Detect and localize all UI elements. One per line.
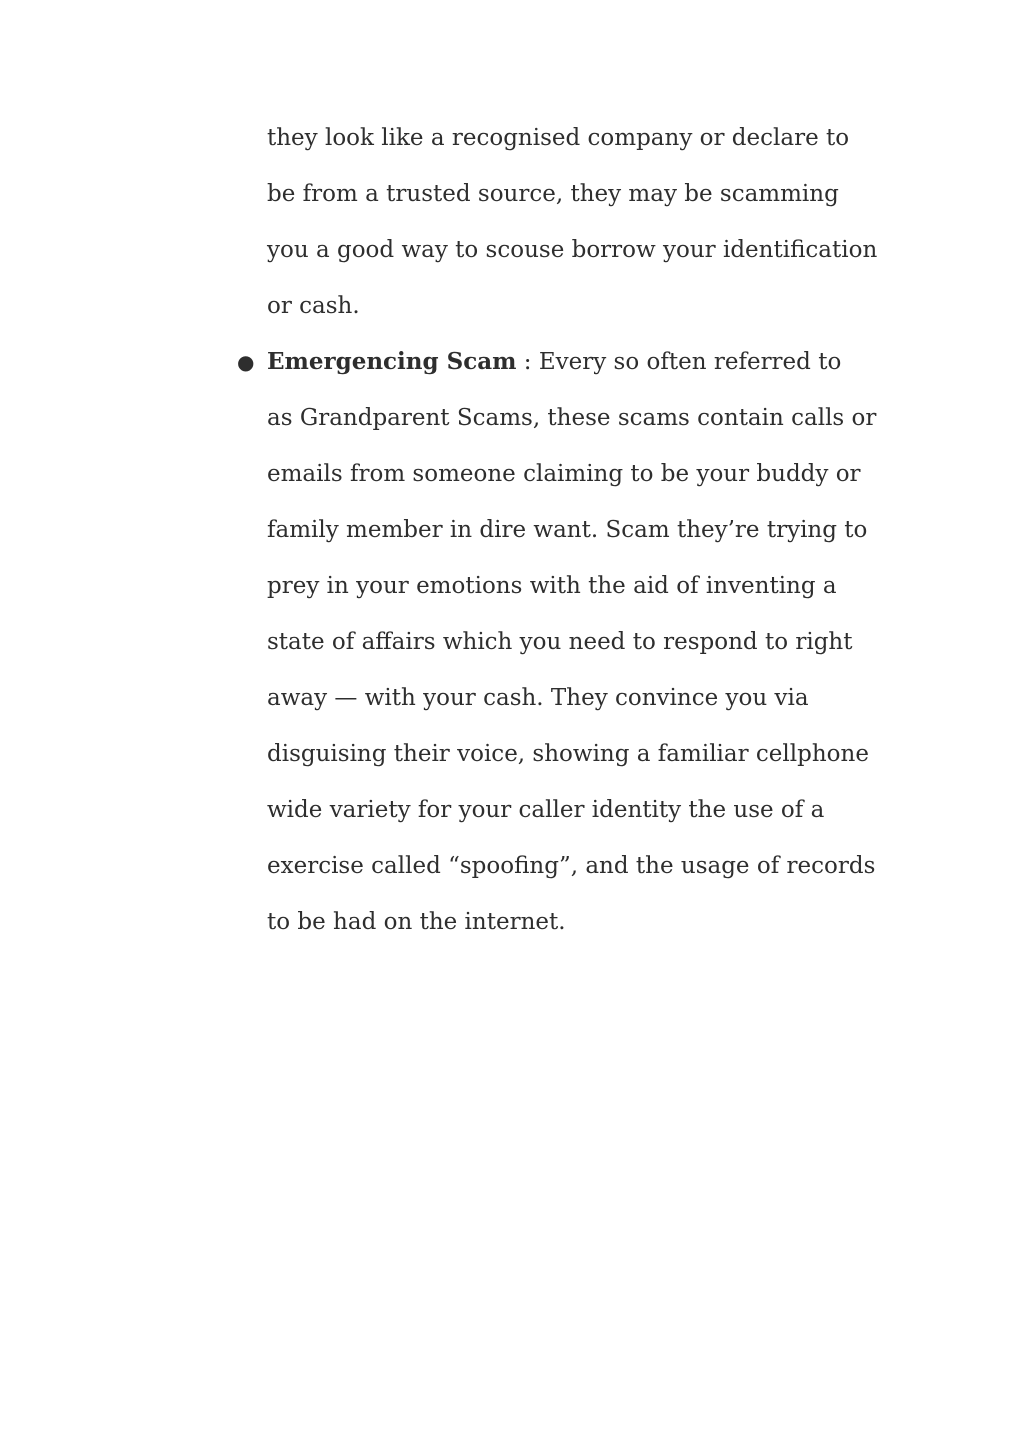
body-text xyxy=(237,110,878,950)
text-line: emails from someone claiming to be your buddy or xyxy=(267,461,861,487)
text-line: state of affairs which you need to respond to right xyxy=(267,629,853,655)
continuation-paragraph xyxy=(267,110,878,334)
text-line: prey in your emotions with the aid of inventing a xyxy=(267,573,837,599)
text-line: they look like a recognised company or declare to xyxy=(267,125,850,151)
text-line: exercise called “spoofing”, and the usage of records xyxy=(267,853,876,879)
text-line: you a good way to scouse borrow your identification xyxy=(267,237,878,263)
text-line: or cash. xyxy=(267,293,360,319)
text-line: away — with your cash. They convince you via xyxy=(267,685,809,711)
bullet-icon: ● xyxy=(237,350,255,374)
text-line: be from a trusted source, they may be scamming xyxy=(267,181,839,207)
text-line: to be had on the internet. xyxy=(267,909,566,935)
text-line: as Grandparent Scams, these scams contain calls or xyxy=(267,405,877,431)
list-item-emergency-scam xyxy=(237,334,877,950)
text-line xyxy=(267,334,867,390)
text-line: disguising their voice, showing a familiar cellphone xyxy=(267,741,869,767)
bullet-first-line: : Every so often referred to xyxy=(516,349,842,375)
text-line: family member in dire want. Scam they’re trying to xyxy=(267,517,868,543)
text-line: wide variety for your caller identity the use of a xyxy=(267,797,825,823)
bullet-term: Emergencing Scam xyxy=(267,348,517,375)
